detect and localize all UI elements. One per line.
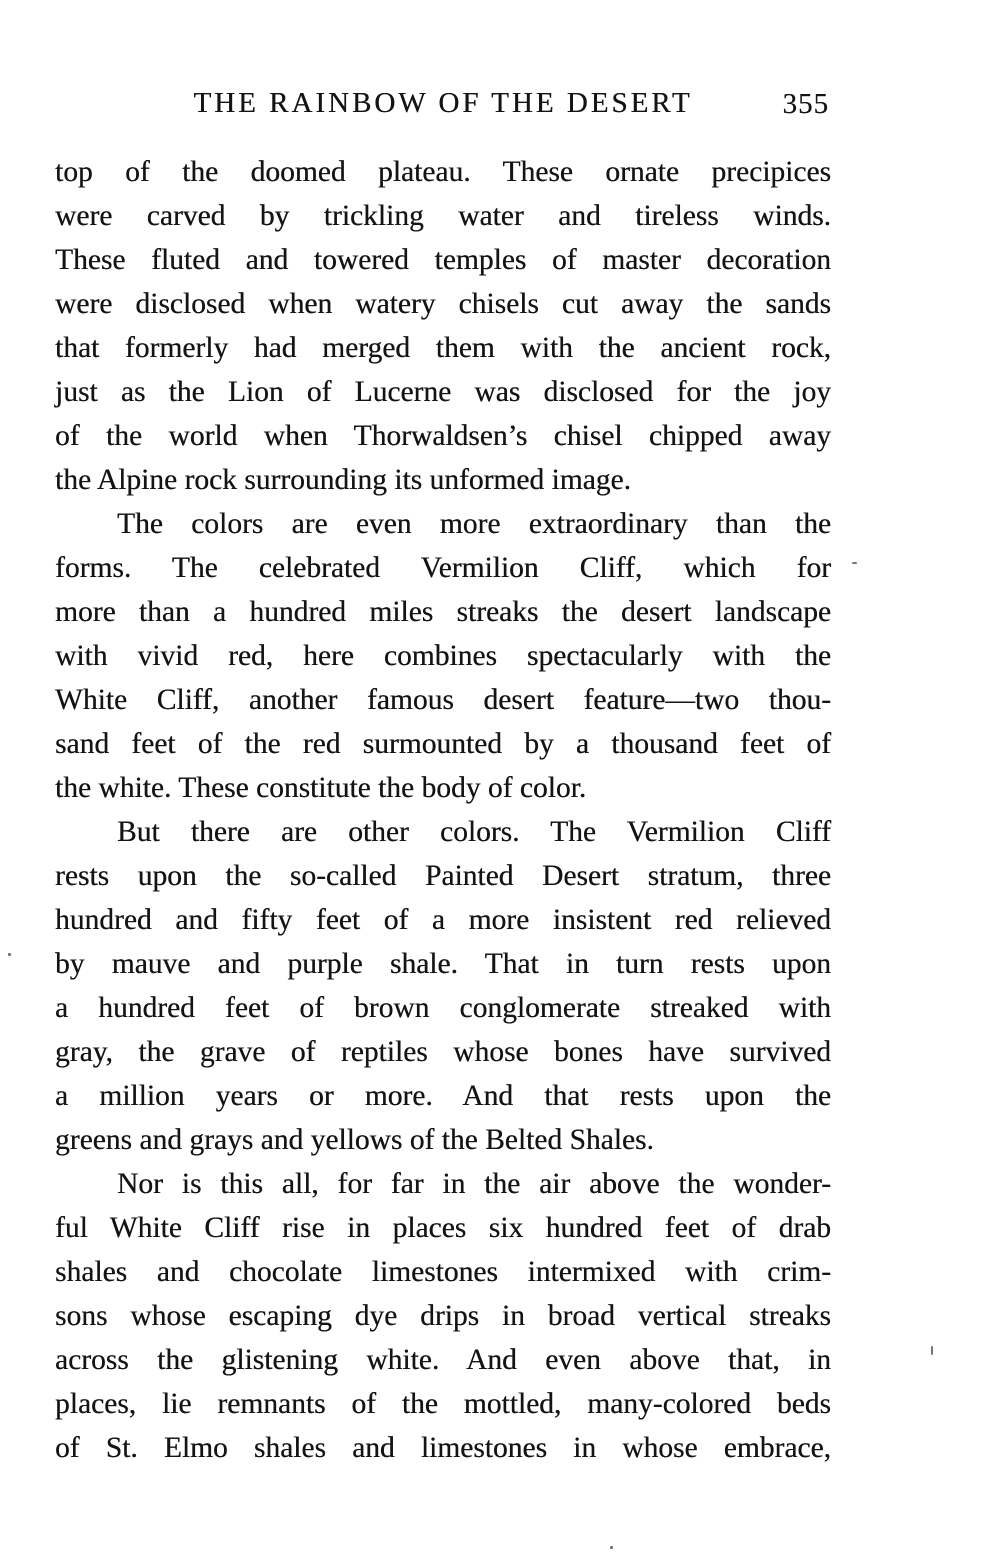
running-title: THE RAINBOW OF THE DESERT	[193, 87, 693, 119]
text-line: top of the doomed plateau. These ornate precipices	[55, 156, 831, 188]
text-line: hundred and fifty feet of a more insistent red relieved	[55, 904, 831, 936]
scan-speck	[8, 953, 11, 956]
text-line: sand feet of the red surmounted by a thousand feet of	[55, 728, 831, 760]
text-line: shales and chocolate limestones intermixed with crim-	[55, 1256, 831, 1288]
text-line: just as the Lion of Lucerne was disclosed for the joy	[55, 376, 831, 408]
text-line: that formerly had merged them with the ancient rock,	[55, 332, 831, 364]
text-line: gray, the grave of reptiles whose bones have survived	[55, 1036, 831, 1068]
text-line: a hundred feet of brown conglomerate streaked with	[55, 992, 831, 1024]
scan-speck	[610, 1546, 613, 1549]
text-line: places, lie remnants of the mottled, many-colored beds	[55, 1388, 831, 1420]
text-line: the white. These constitute the body of color.	[55, 772, 587, 804]
text-line: of St. Elmo shales and limestones in whose embrace,	[55, 1432, 831, 1464]
scan-speck	[852, 562, 857, 564]
text-block	[55, 84, 831, 1470]
text-line: across the glistening white. And even above that, in	[55, 1344, 831, 1376]
text-line: The colors are even more extraordinary than the	[117, 508, 831, 540]
body-text	[55, 150, 831, 1470]
page-header	[55, 84, 831, 122]
scan-speck	[931, 1346, 933, 1355]
page-number: 355	[782, 88, 829, 120]
text-line: These fluted and towered temples of master decoration	[55, 244, 831, 276]
text-line: But there are other colors. The Vermilion Cliff	[117, 816, 831, 848]
text-line: Nor is this all, for far in the air above the wonder-	[117, 1168, 831, 1200]
text-line: by mauve and purple shale. That in turn rests upon	[55, 948, 831, 980]
paragraph	[55, 810, 831, 1162]
text-line: of the world when Thorwaldsen’s chisel chipped away	[55, 420, 831, 452]
text-line: more than a hundred miles streaks the desert landscape	[55, 596, 831, 628]
text-line: with vivid red, here combines spectacularly with the	[55, 640, 831, 672]
text-line: the Alpine rock surrounding its unformed image.	[55, 464, 631, 496]
text-line: greens and grays and yellows of the Belted Shales.	[55, 1124, 654, 1156]
text-line: sons whose escaping dye drips in broad vertical streaks	[55, 1300, 831, 1332]
paragraph	[55, 150, 831, 502]
text-line: a million years or more. And that rests upon the	[55, 1080, 831, 1112]
text-line: were carved by trickling water and tireless winds.	[55, 200, 831, 232]
paragraph	[55, 502, 831, 810]
text-line: rests upon the so-called Painted Desert stratum, three	[55, 860, 831, 892]
paragraph	[55, 1162, 831, 1470]
text-line: ful White Cliff rise in places six hundred feet of drab	[55, 1212, 831, 1244]
text-line: forms. The celebrated Vermilion Cliff, which for	[55, 552, 831, 584]
text-line: White Cliff, another famous desert feature—two thou-	[55, 684, 831, 716]
text-line: were disclosed when watery chisels cut away the sands	[55, 288, 831, 320]
